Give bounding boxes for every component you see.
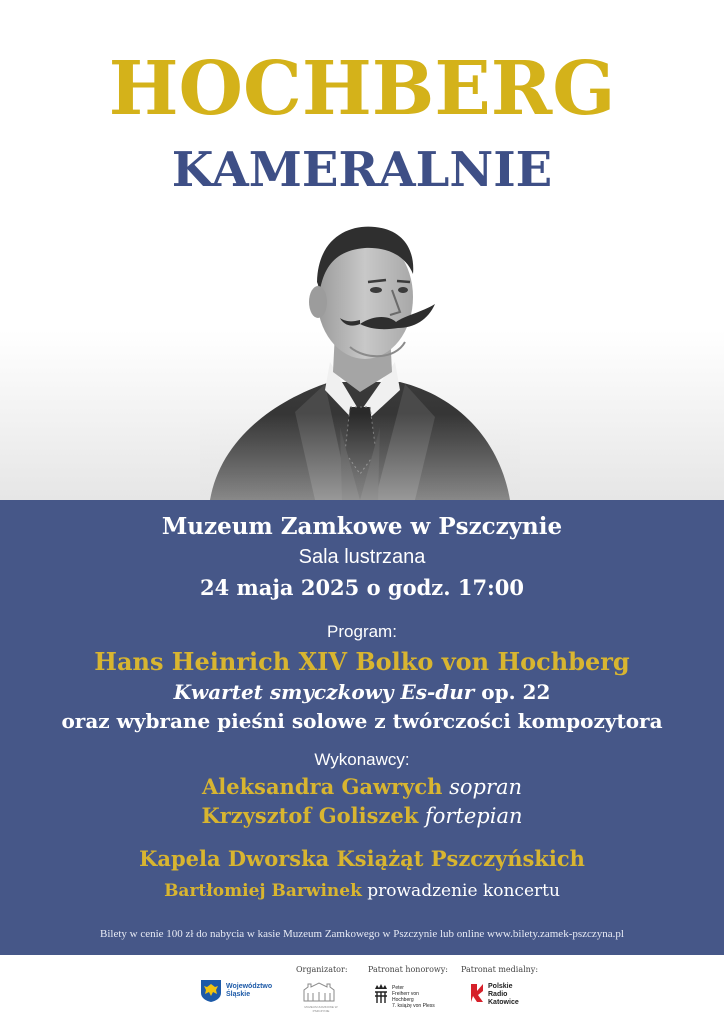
performer-role: fortepian	[418, 804, 523, 828]
program-work	[0, 678, 724, 706]
work-opus: op. 22	[474, 680, 551, 704]
honorary-logo-line3: 7. książę von Pless	[392, 1003, 435, 1009]
event-details-panel	[0, 500, 724, 955]
poster-subtitle: KAMERALNIE	[171, 142, 553, 198]
venue-name: Muzeum Zamkowe w Pszczynie	[161, 513, 563, 540]
organizer-logo-text: MUZEUM ZAMKOWE W PSZCZYNIE	[304, 1005, 338, 1013]
honorary-logo-line1: Peter	[392, 985, 404, 991]
ensemble-name: Kapela Dworska Książąt Pszczyńskich	[139, 846, 585, 871]
honorary-patron-block	[362, 965, 448, 1017]
media-logo-line3: Katowice	[488, 999, 519, 1006]
eagle-shield-icon	[200, 979, 222, 1003]
event-datetime: 24 maja 2025 o godz. 17:00	[199, 575, 525, 600]
work-title: Kwartet smyczkowy Es-dur	[173, 680, 475, 704]
organizer-block	[290, 965, 360, 1017]
performer-row	[0, 773, 724, 801]
honorary-label: Patronat honorowy:	[368, 965, 448, 974]
poster-title: HOCHBERG	[108, 46, 616, 132]
program-additional: oraz wybrane pieśni solowe z twórczości kompozytora	[61, 709, 663, 733]
poster-header-area	[0, 0, 724, 500]
program-composer: Hans Heinrich XIV Bolko von Hochberg	[94, 647, 630, 676]
media-label: Patronat medialny:	[461, 965, 539, 974]
composer-portrait-icon	[200, 212, 520, 500]
radio-katowice-icon	[470, 983, 484, 1003]
sponsors-footer	[0, 955, 724, 1024]
media-logo-line1: Polskie	[488, 983, 513, 990]
performers-label: Wykonawcy:	[314, 750, 410, 769]
honorary-logo-line2: Freiherr von Hochberg	[392, 991, 419, 1003]
region-logo	[200, 979, 280, 1005]
crown-crest-icon	[372, 983, 390, 1005]
performer-row	[0, 802, 724, 830]
organizer-label: Organizator:	[296, 965, 348, 974]
region-logo-line2: Śląskie	[226, 991, 251, 998]
host-name: Bartłomiej Barwinek	[164, 881, 362, 901]
venue-hall: Sala lustrzana	[298, 546, 426, 568]
host-role: prowadzenie koncertu	[361, 881, 560, 901]
castle-museum-icon	[302, 981, 336, 1003]
program-label: Program:	[327, 622, 397, 641]
performer-name: Aleksandra Gawrych	[201, 774, 443, 799]
performer-role: sopran	[442, 775, 523, 799]
media-patron-block	[458, 965, 548, 1017]
host-row	[0, 879, 724, 903]
media-logo-line2: Radio	[488, 991, 508, 998]
performer-name: Krzysztof Goliszek	[201, 803, 419, 828]
region-logo-line1: Województwo	[226, 983, 273, 990]
tickets-info: Bilety w cenie 100 zł do nabycia w kasie Muzeum Zamkowego w Pszczynie lub online www.bilety.zamek-pszczyna.pl	[100, 928, 624, 940]
